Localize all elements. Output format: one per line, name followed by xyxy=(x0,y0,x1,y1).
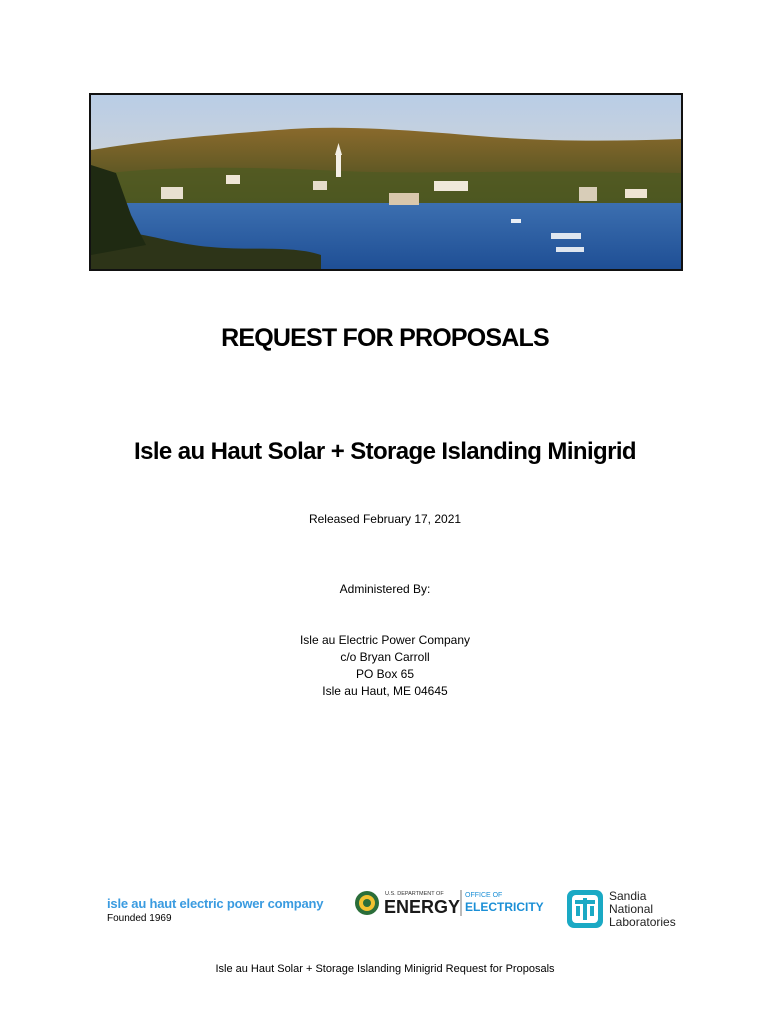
administered-by-label: Administered By: xyxy=(339,582,431,596)
address-line: PO Box 65 xyxy=(355,667,415,681)
iah-company-name: isle au haut electric power company xyxy=(107,896,324,911)
doe-electricity-text: ELECTRICITY xyxy=(465,900,544,914)
harbor-photo-icon xyxy=(91,95,681,269)
isle-au-haut-electric-logo xyxy=(107,896,323,924)
sandia-line2: National xyxy=(609,902,654,916)
iah-founded: Founded 1969 xyxy=(107,913,172,924)
sandia-line3: Laboratories xyxy=(609,915,676,929)
address-line: Isle au Haut, ME 04645 xyxy=(322,684,448,698)
doe-energy-text: ENERGY xyxy=(384,897,461,917)
page-footer: Isle au Haut Solar + Storage Islanding Minigrid Request for Proposals xyxy=(215,963,555,975)
page-title: REQUEST FOR PROPOSALS xyxy=(221,324,549,352)
cover-photo xyxy=(89,93,683,271)
doe-office-text: OFFICE OF xyxy=(465,892,503,899)
doe-office-of-electricity-logo xyxy=(353,886,553,920)
address-line: c/o Bryan Carroll xyxy=(340,650,430,664)
sandia-national-laboratories-logo xyxy=(565,886,677,932)
project-title: Isle au Haut Solar + Storage Islanding Minigrid xyxy=(134,438,636,465)
sandia-line1: Sandia xyxy=(609,889,647,903)
administrator-address xyxy=(0,632,770,700)
doe-dept-text: U.S. DEPARTMENT OF xyxy=(385,891,444,897)
address-line: Isle au Electric Power Company xyxy=(299,633,471,647)
release-date: Released February 17, 2021 xyxy=(308,512,462,526)
